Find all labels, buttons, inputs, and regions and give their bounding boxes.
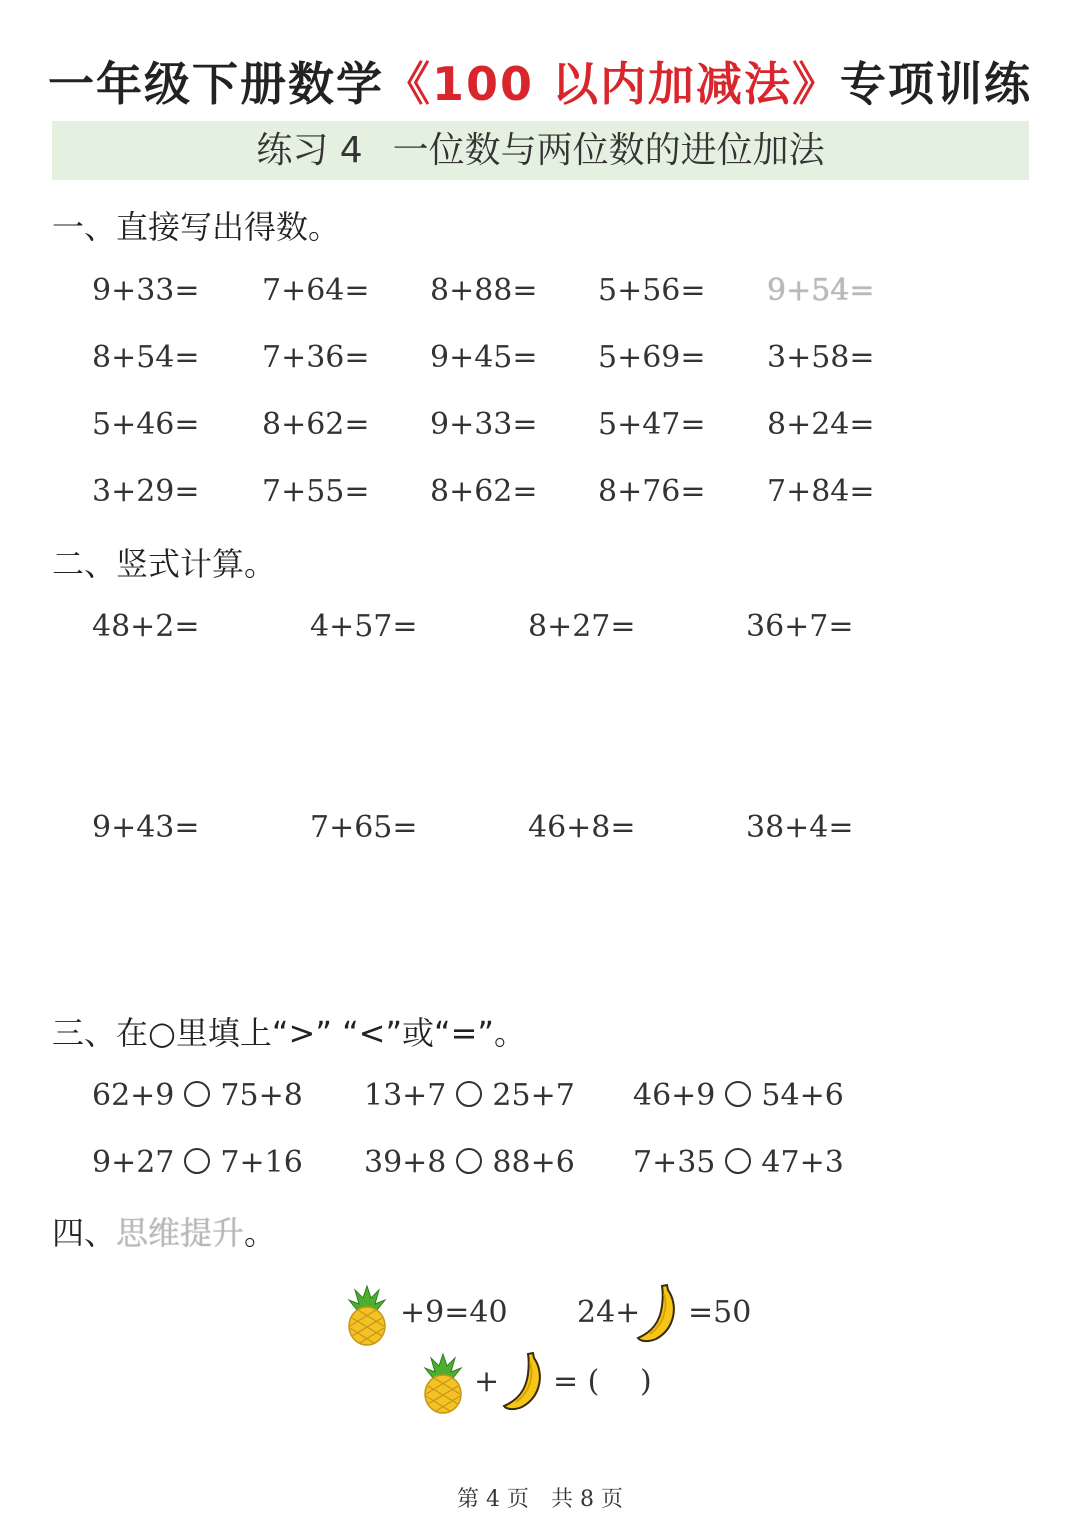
s1-r1-c1: 9+33=: [92, 273, 200, 308]
banana-icon: [636, 1282, 680, 1344]
s2-r1-c4: 36+7=: [746, 609, 854, 644]
s4-line1-b-prefix: 24+: [577, 1295, 641, 1330]
s1-r1-c4: 5+56=: [598, 273, 706, 308]
section-3-heading: 三、在○里填上“>” “<”或“=”。: [52, 1014, 527, 1052]
title-prefix: 一年级下册数学: [47, 57, 384, 111]
s1-r3-c5: 8+24=: [767, 407, 875, 442]
s2-r2-c3: 46+8=: [528, 810, 636, 845]
s2-r1-c1: 48+2=: [92, 609, 200, 644]
compare-left: 46+9: [633, 1078, 716, 1113]
lesson-banner: [52, 121, 1029, 180]
s1-r4-c1: 3+29=: [92, 474, 200, 509]
section-1-heading: 一、直接写出得数。: [52, 208, 341, 246]
s1-r1-c5: 9+54=: [767, 273, 875, 308]
compare-circle[interactable]: [184, 1081, 210, 1107]
s3-r2-c1: [92, 1145, 303, 1180]
s1-r2-c4: 5+69=: [598, 340, 706, 375]
section-4-suffix: 。: [244, 1214, 277, 1252]
s3-r2-c2: [364, 1145, 575, 1180]
pineapple-icon: [344, 1284, 390, 1346]
s2-r1-c2: 4+57=: [310, 609, 418, 644]
compare-right: 75+8: [220, 1078, 303, 1113]
s1-r3-c4: 5+47=: [598, 407, 706, 442]
lesson-number: 练习 4: [256, 130, 363, 171]
compare-circle[interactable]: [184, 1148, 210, 1174]
compare-circle[interactable]: [725, 1081, 751, 1107]
lesson-topic: 一位数与两位数的进位加法: [392, 130, 825, 171]
title-suffix: 专项训练: [840, 57, 1033, 111]
s4-line2-plus: +: [474, 1364, 500, 1399]
s1-r3-c3: 9+33=: [430, 407, 538, 442]
compare-left: 39+8: [364, 1145, 447, 1180]
compare-right: 54+6: [761, 1078, 844, 1113]
compare-left: 13+7: [364, 1078, 447, 1113]
s1-r2-c2: 7+36=: [262, 340, 370, 375]
s1-r4-c2: 7+55=: [262, 474, 370, 509]
s4-line2-close: ): [640, 1364, 652, 1399]
page-title: [0, 48, 1080, 114]
s1-r2-c3: 9+45=: [430, 340, 538, 375]
s1-r1-c2: 7+64=: [262, 273, 370, 308]
compare-right: 47+3: [761, 1145, 844, 1180]
s2-r2-c4: 38+4=: [746, 810, 854, 845]
s4-line1-b-suffix: =50: [688, 1295, 752, 1330]
section-4-prefix: 四、: [52, 1214, 117, 1252]
compare-circle[interactable]: [725, 1148, 751, 1174]
page-footer: 第 4 页 共 8 页: [457, 1487, 623, 1512]
s3-r2-c3: [633, 1145, 844, 1180]
section-2-heading: 二、竖式计算。: [52, 545, 277, 583]
s1-r3-c1: 5+46=: [92, 407, 200, 442]
s3-r1-c3: [633, 1078, 844, 1113]
compare-right: 7+16: [220, 1145, 303, 1180]
pineapple-icon: [420, 1352, 466, 1414]
section-4-heading: [52, 1208, 276, 1254]
compare-right: 88+6: [492, 1145, 575, 1180]
compare-left: 9+27: [92, 1145, 175, 1180]
s4-line1-a: +9=40: [400, 1295, 508, 1330]
compare-right: 25+7: [492, 1078, 575, 1113]
s3-r1-c2: [364, 1078, 575, 1113]
s2-r1-c3: 8+27=: [528, 609, 636, 644]
s1-r4-c5: 7+84=: [767, 474, 875, 509]
s3-r1-c1: [92, 1078, 303, 1113]
s2-r2-c1: 9+43=: [92, 810, 200, 845]
s1-r4-c4: 8+76=: [598, 474, 706, 509]
banana-icon: [502, 1350, 546, 1412]
s1-r2-c5: 3+58=: [767, 340, 875, 375]
s2-r2-c2: 7+65=: [310, 810, 418, 845]
compare-circle[interactable]: [456, 1081, 482, 1107]
section-4-title: 思维提升: [116, 1214, 245, 1252]
compare-circle[interactable]: [456, 1148, 482, 1174]
title-highlight: 《100 以内加减法》: [383, 57, 841, 111]
s1-r2-c1: 8+54=: [92, 340, 200, 375]
compare-left: 62+9: [92, 1078, 175, 1113]
s1-r1-c3: 8+88=: [430, 273, 538, 308]
s1-r3-c2: 8+62=: [262, 407, 370, 442]
s1-r4-c3: 8+62=: [430, 474, 538, 509]
compare-left: 7+35: [633, 1145, 716, 1180]
s4-line2-eq: = (: [553, 1364, 600, 1399]
